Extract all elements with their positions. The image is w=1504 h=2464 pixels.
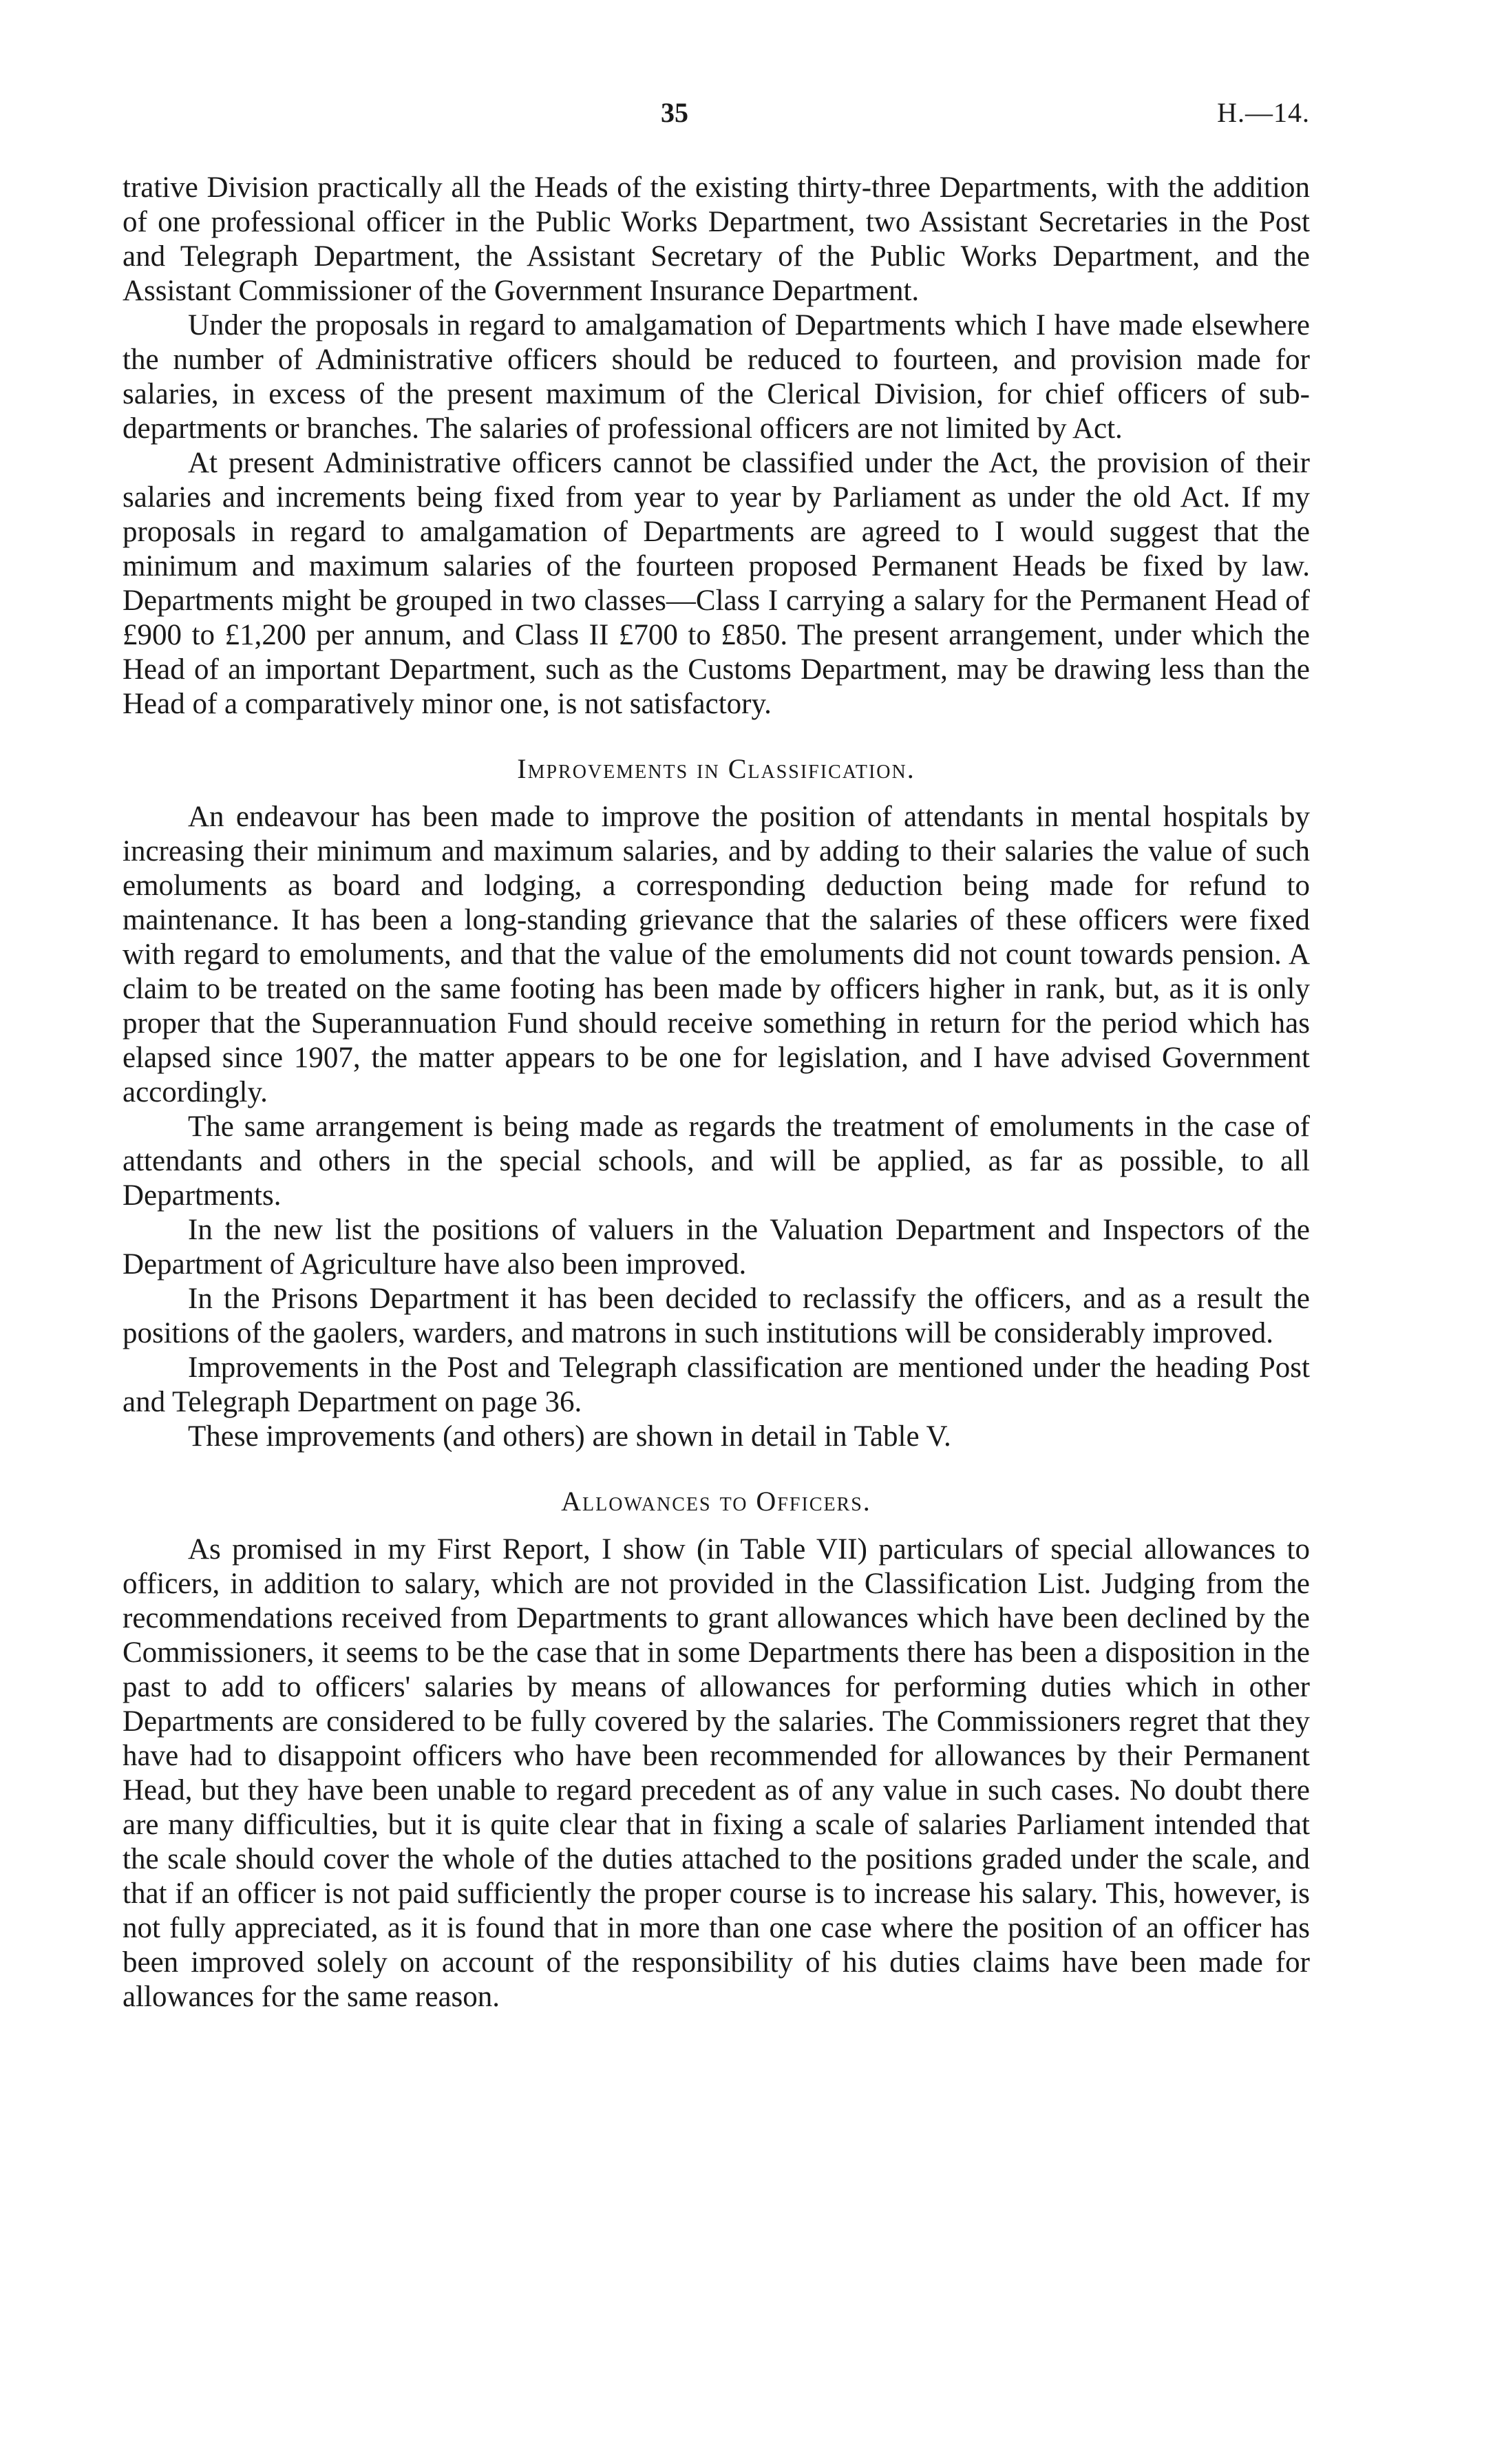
body-text [123, 171, 1310, 2014]
section-heading-allowances: Allowances to Officers. [561, 1486, 871, 1517]
paragraph: An endeavour has been made to improve the position of attendants in mental hospitals by increasing their minimum and maximum salaries, and by adding to their salaries the value of such emoluments as board and lodging, a corresponding deduction being made for refund to maintenance. It has been a long-standing grievance that the salaries of these officers were fixed with regard to emoluments, and that the value of the emoluments did not count towards pension. A claim to be treated on the same footing has been made by officers higher in rank, but, as it is only proper that the Superannuation Fund should receive something in return for the period which has elapsed since 1907, the matter appears to be one for legislation, and I have advised Government accordingly. [123, 801, 1310, 1108]
paragraph: In the new list the positions of valuers in the Valuation Department and Inspectors of the Department of Agriculture have also been improved. [123, 1214, 1310, 1281]
paragraph: In the Prisons Department it has been decided to reclassify the officers, and as a result the positions of the gaolers, warders, and matrons in such institutions will be considerably improved. [123, 1283, 1310, 1349]
paragraph: Improvements in the Post and Telegraph classification are mentioned under the heading Post and Telegraph Department on page 36. [123, 1351, 1310, 1418]
paragraph: As promised in my First Report, I show (in Table VII) particulars of special allowances to officers, in addition to salary, which are not provided in the Classification List. Judging from the recommendations received from Departments to grant allowances which have been declined by the Commissioners, it seems to be the case that in some Departments there has been a disposition in the past to add to officers' salaries by means of allowances for performing duties which in other Departments are considered to be fully covered by the salaries. The Commissioners regret that they have had to disappoint officers who have been recommended for allowances by their Permanent Head, but they have been unable to regard precedent as of any value in such cases. No doubt there are many difficulties, but it is quite clear that in fixing a scale of salaries Parliament intended that the scale should cover the whole of the duties attached to the positions graded under the scale, and that if an officer is not paid sufficiently the proper course is to increase his salary. This, however, is not fully appreciated, as it is found that in more than one case where the position of an officer has been improved solely on account of the responsibility of his duties claims have been made for allowances for the same reason. [123, 1533, 1310, 2013]
paragraph: Under the proposals in regard to amalgamation of Departments which I have made elsewhere the number of Administrative officers should be reduced to fourteen, and provision made for salaries, in excess of the present maximum of the Clerical Division, for chief officers of sub-departments or branches. The salaries of professional officers are not limited by Act. [123, 309, 1310, 445]
paragraph-continued: trative Division practically all the Heads of the existing thirty-three Departments, with the addition of one professional officer in the Public Works Department, two Assistant Secretaries in the Post and Telegraph Department, the Assistant Secretary of the Public Works Department, and the Assistant Commissioner of the Government Insurance Department. [123, 171, 1310, 307]
page-header [0, 96, 1504, 138]
section-heading-improvements: Improvements in Classification. [517, 753, 915, 784]
page-number: 35 [661, 97, 688, 128]
document-reference: H.—14. [1217, 97, 1310, 128]
paragraph: The same arrangement is being made as regards the treatment of emoluments in the case of attendants and others in the special schools, and will be applied, as far as possible, to all Departments. [123, 1110, 1310, 1212]
paragraph: These improvements (and others) are shown in detail in Table V. [188, 1420, 951, 1453]
paragraph: At present Administrative officers cannot be classified under the Act, the provision of their salaries and increments being fixed from year to year by Parliament as under the old Act. If my proposals in regard to amalgamation of Departments are agreed to I would suggest that the minimum and maximum salaries of the fourteen proposed Permanent Heads be fixed by law. Departments might be grouped in two classes—Class I carrying a salary for the Permanent Head of £900 to £1,200 per annum, and Class II £700 to £850. The present arrangement, under which the Head of an important Department, such as the Customs Department, may be drawing less than the Head of a comparatively minor one, is not satisfactory. [123, 447, 1310, 720]
